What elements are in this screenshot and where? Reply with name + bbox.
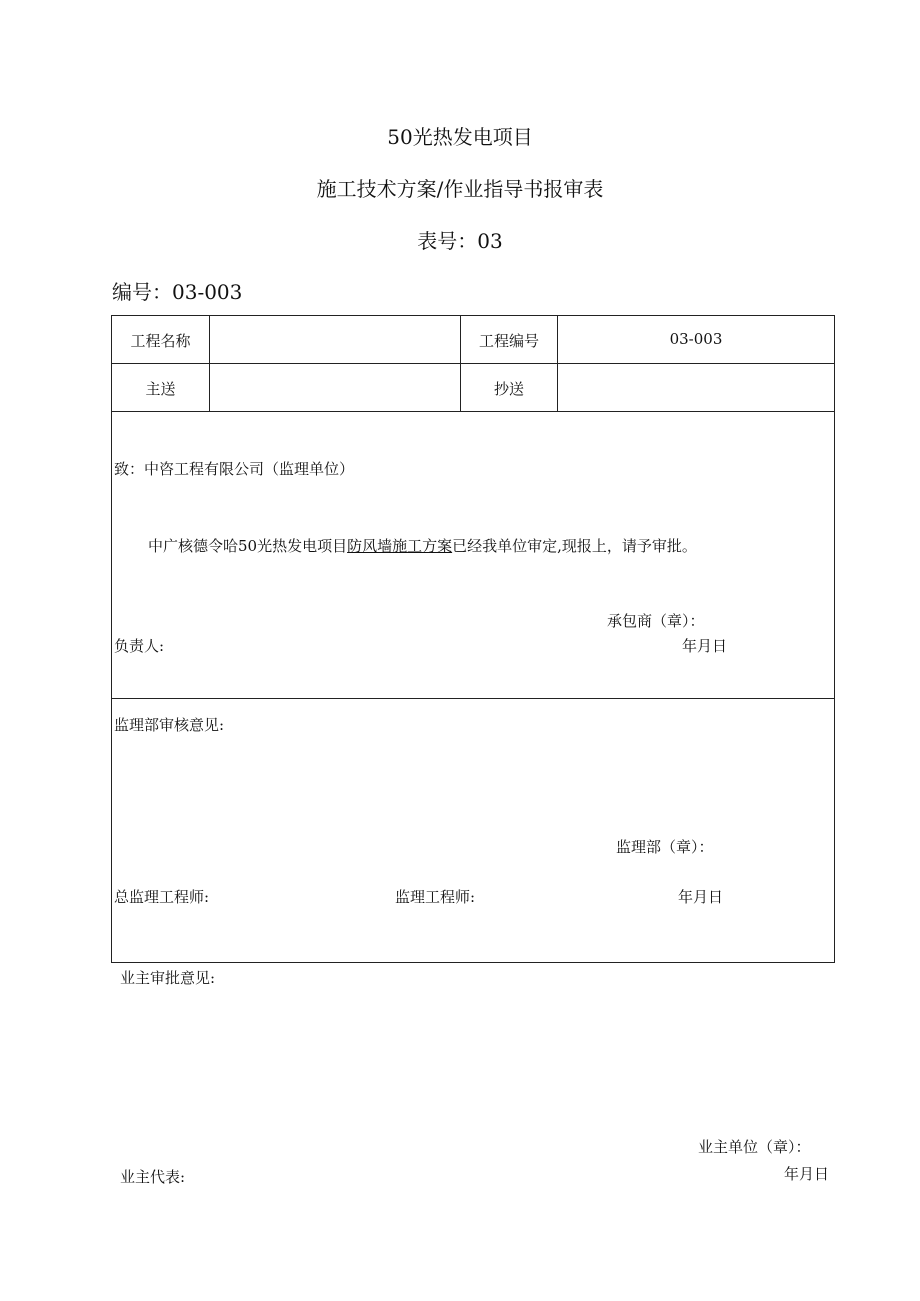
value-project-code[interactable]: 03-003 bbox=[669, 330, 723, 348]
statement-suffix: 已经我单位审定,现报上，请予审批。 bbox=[452, 537, 697, 555]
chief-engineer: 总监理工程师: bbox=[114, 888, 210, 906]
section-divider bbox=[112, 698, 834, 699]
form-title: 施工技术方案/作业指导书报审表 bbox=[316, 177, 604, 201]
submission-statement bbox=[148, 535, 697, 556]
column-divider bbox=[209, 316, 210, 412]
row-divider bbox=[112, 411, 834, 412]
supervision-seal: 监理部（章）： bbox=[616, 838, 714, 856]
label-project-code: 工程编号 bbox=[478, 332, 539, 350]
form-number: 表号：03 bbox=[417, 229, 503, 253]
owner-representative: 业主代表: bbox=[120, 1168, 186, 1186]
recipient-line: 致：中咨工程有限公司（监理单位） bbox=[114, 460, 355, 478]
statement-prefix: 中广核德令哈50光热发电项目 bbox=[148, 537, 348, 555]
owner-date: 年月日 bbox=[784, 1165, 830, 1183]
review-form-table bbox=[111, 315, 835, 963]
responsible-person: 负责人: bbox=[114, 637, 165, 655]
label-copy-to: 抄送 bbox=[493, 380, 524, 398]
supervision-date: 年月日 bbox=[678, 888, 724, 906]
label-send-to: 主送 bbox=[145, 380, 176, 398]
owner-seal: 业主单位（章）： bbox=[698, 1138, 811, 1156]
plan-name: 防风墙施工方案 bbox=[347, 537, 453, 555]
submission-date: 年月日 bbox=[682, 637, 728, 655]
owner-opinion-label: 业主审批意见: bbox=[120, 969, 216, 987]
contractor-seal: 承包商（章）： bbox=[607, 612, 705, 630]
page-title: 50光热发电项目 bbox=[387, 125, 533, 149]
supervision-opinion-label: 监理部审核意见: bbox=[114, 716, 225, 734]
document-number: 编号：03-003 bbox=[112, 280, 243, 304]
supervising-engineer: 监理工程师: bbox=[395, 888, 476, 906]
row-divider bbox=[112, 363, 834, 364]
label-project-name: 工程名称 bbox=[130, 332, 191, 350]
